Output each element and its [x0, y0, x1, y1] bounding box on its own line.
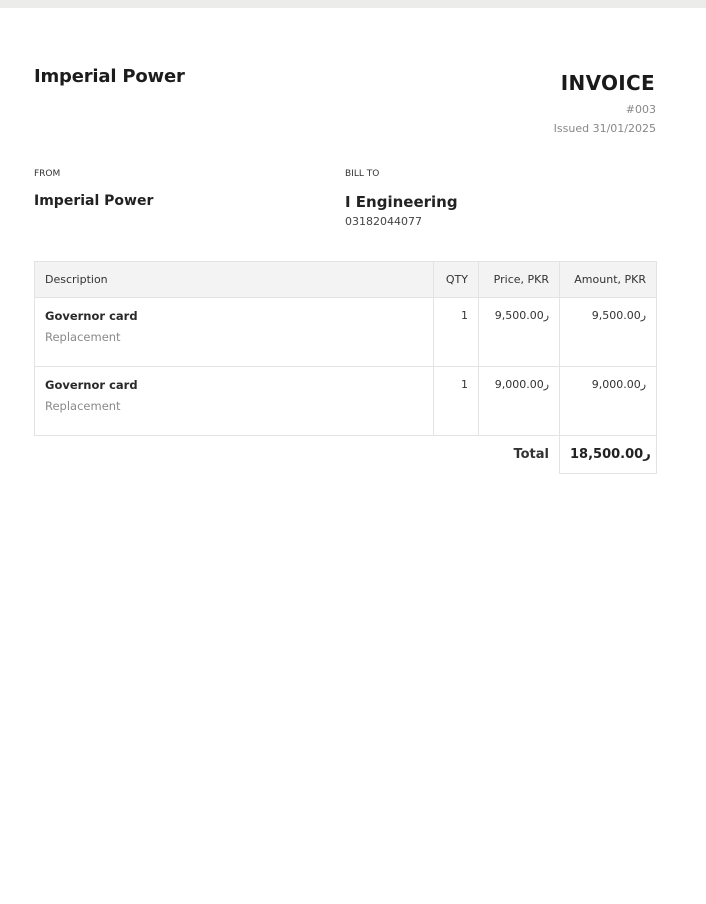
header-price: Price, PKR	[479, 262, 560, 298]
item-detail: Replacement	[45, 399, 121, 413]
item-qty: 1	[434, 298, 479, 367]
item-description-cell	[35, 367, 434, 436]
item-detail: Replacement	[45, 330, 121, 344]
total-row	[35, 436, 657, 474]
table-row	[35, 298, 657, 367]
item-description-cell	[35, 298, 434, 367]
from-label: FROM	[34, 169, 61, 179]
item-price: 9,000.00ر	[479, 367, 560, 436]
table-row	[35, 367, 657, 436]
total-spacer	[35, 436, 434, 474]
top-strip	[0, 0, 706, 8]
header-amount: Amount, PKR	[560, 262, 657, 298]
item-amount: 9,000.00ر	[560, 367, 657, 436]
total-label: Total	[513, 447, 549, 463]
invoice-title: INVOICE	[560, 71, 655, 95]
header-description: Description	[35, 262, 434, 298]
item-amount: 9,500.00ر	[560, 298, 657, 367]
issued-date: Issued 31/01/2025	[553, 122, 656, 135]
invoice-items-table	[34, 261, 657, 474]
from-name: Imperial Power	[34, 193, 154, 209]
item-name: Governor card	[45, 309, 138, 323]
invoice-number: #003	[625, 103, 656, 116]
total-value: 18,500.00ر	[560, 436, 657, 474]
bill-to-label: BILL TO	[345, 169, 380, 179]
bill-to-phone: 03182044077	[345, 215, 422, 228]
company-name: Imperial Power	[34, 66, 185, 87]
bill-to-name: I Engineering	[345, 193, 458, 211]
header-qty: QTY	[434, 262, 479, 298]
item-price: 9,500.00ر	[479, 298, 560, 367]
item-qty: 1	[434, 367, 479, 436]
table-header-row	[35, 262, 657, 298]
item-name: Governor card	[45, 378, 138, 392]
